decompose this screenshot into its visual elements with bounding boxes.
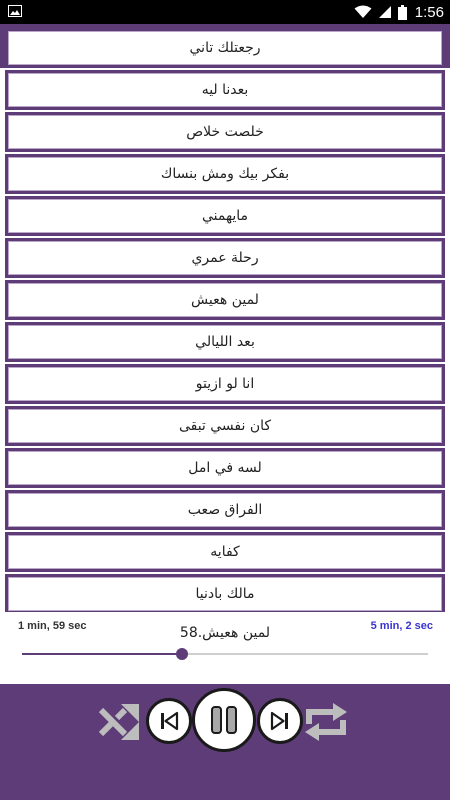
song-title: بفكر بيك ومش بنساك <box>160 166 290 182</box>
next-button[interactable] <box>257 698 303 744</box>
repeat-button[interactable] <box>302 700 350 744</box>
song-list-item[interactable] <box>5 154 445 194</box>
now-playing-title: 58.لمين هعيش <box>179 625 271 641</box>
song-title: لمين هعيش <box>191 292 259 308</box>
song-title: رحلة عمري <box>191 250 259 266</box>
shuffle-button[interactable] <box>96 700 144 744</box>
song-list-item[interactable] <box>5 280 445 320</box>
song-list-item[interactable] <box>5 406 445 446</box>
song-title: بعدنا ليه <box>201 82 249 98</box>
wifi-icon <box>354 5 372 19</box>
status-bar <box>0 0 450 24</box>
seek-bar[interactable] <box>22 653 428 655</box>
song-list-item[interactable] <box>5 28 445 68</box>
song-list[interactable] <box>0 40 450 612</box>
song-list-item[interactable] <box>5 532 445 572</box>
song-list-item[interactable] <box>5 322 445 362</box>
player-panel <box>0 612 450 684</box>
song-list-item[interactable] <box>5 196 445 236</box>
shuffle-icon <box>97 702 143 742</box>
song-list-item[interactable] <box>5 364 445 404</box>
song-title: خلصت خلاص <box>186 124 264 140</box>
signal-icon <box>378 5 392 19</box>
song-title: كان نفسي تبقى <box>178 418 272 434</box>
playback-controls <box>0 684 450 800</box>
song-title: الفراق صعب <box>187 502 263 518</box>
pause-icon <box>210 705 238 735</box>
song-title: مالك بادنيا <box>195 586 255 602</box>
previous-button[interactable] <box>146 698 192 744</box>
song-title: بعد الليالي <box>195 334 255 350</box>
song-list-item[interactable] <box>5 70 445 110</box>
gallery-notification-icon <box>8 5 22 17</box>
song-list-item[interactable] <box>5 490 445 530</box>
battery-icon <box>398 5 407 20</box>
seek-thumb[interactable] <box>176 648 188 660</box>
song-title: كفايه <box>210 544 240 560</box>
skip-next-icon <box>269 710 291 732</box>
song-list-item[interactable] <box>5 448 445 488</box>
song-list-item[interactable] <box>5 112 445 152</box>
song-title: مايهمني <box>201 208 249 224</box>
pause-button[interactable] <box>192 688 256 752</box>
clock-time: 1:56 <box>414 3 444 21</box>
total-time: 5 min, 2 sec <box>370 620 433 632</box>
song-title: لسه في امل <box>188 460 262 476</box>
skip-previous-icon <box>158 710 180 732</box>
elapsed-time: 1 min, 59 sec <box>18 620 87 632</box>
seek-progress <box>22 653 182 655</box>
repeat-icon <box>303 702 349 742</box>
song-title: رجعتلك تاني <box>189 40 261 56</box>
song-list-item[interactable] <box>5 574 445 614</box>
song-list-item[interactable] <box>5 238 445 278</box>
song-title: انا لو ازيتو <box>195 376 255 392</box>
